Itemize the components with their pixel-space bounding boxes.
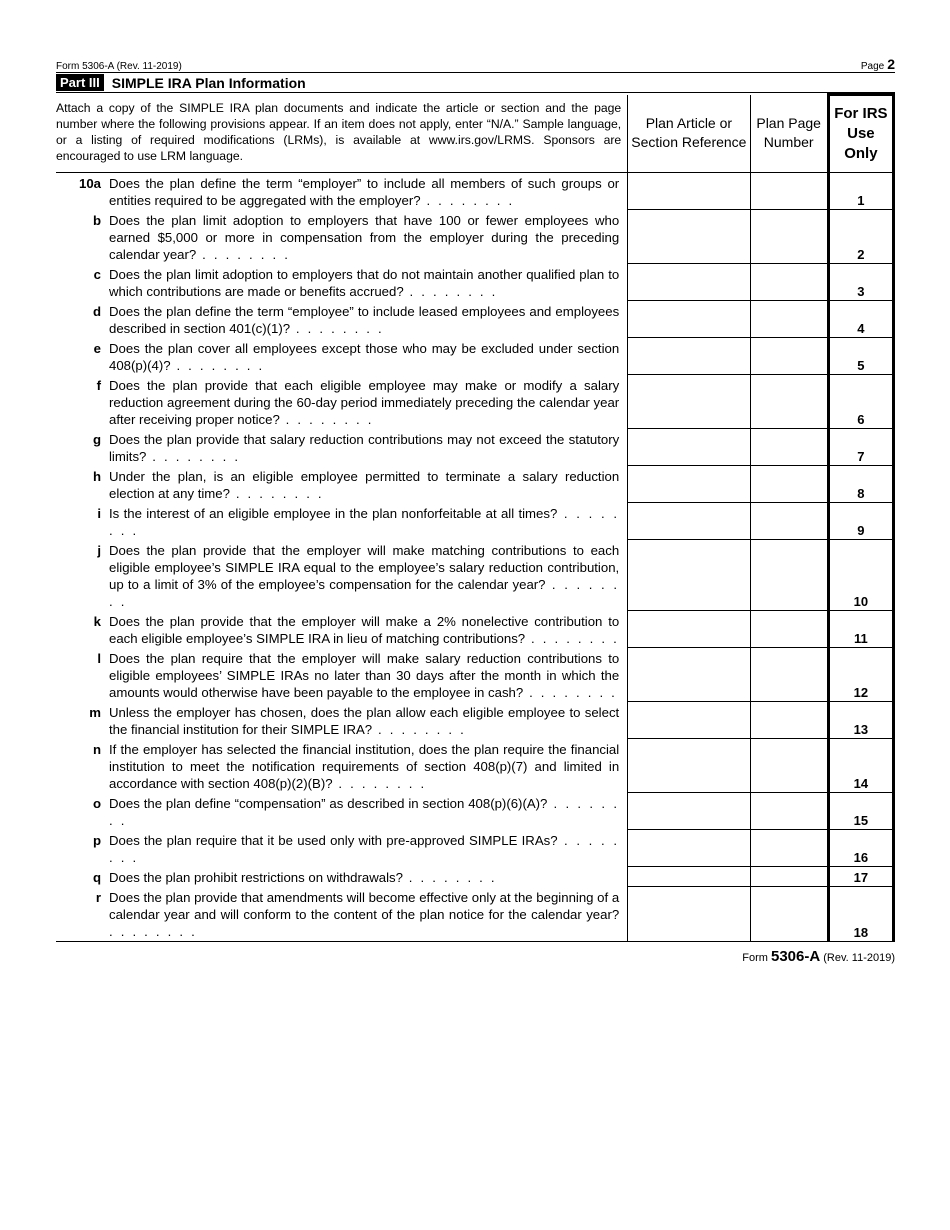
irs-line-number: 13 xyxy=(828,702,893,739)
leader-dots: . . . . . . . . xyxy=(196,246,291,262)
page-number-field[interactable] xyxy=(750,648,828,702)
col-header-article: Plan Article or Section Reference xyxy=(628,95,750,173)
article-reference-field[interactable] xyxy=(628,429,750,466)
page-indicator xyxy=(861,56,895,72)
page-number-field[interactable] xyxy=(750,503,828,540)
question-cell xyxy=(56,793,628,830)
irs-line-number: 1 xyxy=(828,172,893,210)
question-text: Does the plan provide that amendments will become effective only at the beginning of a calendar year and will conform to the content of the plan notice for the calendar year? xyxy=(109,889,620,922)
irs-line-number: 2 xyxy=(828,210,893,264)
question-cell xyxy=(56,867,628,887)
question-text-wrap xyxy=(109,303,619,337)
irs-line-number: 3 xyxy=(828,264,893,301)
intro-text: Attach a copy of the SIMPLE IRA plan documents and indicate the article or section and the page number where the following provisions appear. If an item does not apply, enter “N/A.” Sample language, or a listing of required modifications (LRMs), is available at www.irs.gov/LRMS. Sponsors are encouraged to use LRM language. xyxy=(56,95,628,173)
irs-line-number: 10 xyxy=(828,540,893,611)
question-text: If the employer has selected the financial institution, does the plan require the financial institution to meet the notification requirements of section 408(p)(7) and limited in accordance with section 408(p)(2)(B)? xyxy=(109,741,620,791)
page-number-field[interactable] xyxy=(750,830,828,867)
question-text: Does the plan cover all employees except those who may be excluded under section 408(p)(4)? xyxy=(109,340,620,373)
question-text: Does the plan provide that salary reduction contributions may not exceed the statutory limits? xyxy=(109,431,620,464)
plan-info-table xyxy=(56,93,895,942)
question-wrap xyxy=(56,503,627,540)
question-row xyxy=(56,172,894,210)
question-label: m xyxy=(89,704,101,720)
irs-line-number: 4 xyxy=(828,301,893,338)
question-cell xyxy=(56,210,628,264)
leader-dots: . . . . . . . . xyxy=(109,505,620,538)
question-wrap xyxy=(56,466,627,503)
question-cell xyxy=(56,739,628,793)
leader-dots: . . . . . . . . xyxy=(523,684,618,700)
question-text-wrap xyxy=(109,889,619,940)
question-text-wrap xyxy=(109,704,619,738)
question-label: n xyxy=(92,741,101,757)
page-number-field[interactable] xyxy=(750,887,828,942)
leader-dots: . . . . . . . . xyxy=(372,721,466,737)
question-wrap xyxy=(56,173,627,210)
question-row xyxy=(56,338,894,375)
page-word: Page xyxy=(860,61,885,72)
irs-line-number: 14 xyxy=(828,739,893,793)
question-cell xyxy=(56,830,628,867)
article-reference-field[interactable] xyxy=(628,702,750,739)
form-id: Form 5306-A (Rev. 11-2019) xyxy=(56,61,182,72)
question-text-wrap xyxy=(109,377,619,428)
irs-line-number: 18 xyxy=(828,887,893,942)
leader-dots: . . . . . . . . xyxy=(146,448,241,464)
question-text-wrap xyxy=(109,266,619,300)
irs-line-number: 7 xyxy=(828,429,893,466)
form-topline xyxy=(56,52,895,73)
question-text: Does the plan define “compensation” as described in section 408(p)(6)(A)? xyxy=(109,795,548,811)
page-number-field[interactable] xyxy=(750,210,828,264)
question-cell xyxy=(56,702,628,739)
leader-dots: . . . . . . . . xyxy=(403,283,498,299)
question-text: Does the plan prohibit restrictions on withdrawals? xyxy=(109,869,403,885)
part-label: Part III xyxy=(56,74,104,91)
question-row xyxy=(56,466,894,503)
page-number-field[interactable] xyxy=(750,867,828,887)
question-text: Under the plan, is an eligible employee permitted to terminate a salary reduction election at any time? xyxy=(109,468,620,501)
question-text: Does the plan define the term “employee” to include leased employees and employees described in section 401(c)(1)? xyxy=(109,303,620,336)
question-cell xyxy=(56,503,628,540)
leader-dots: . . . . . . . . xyxy=(109,576,620,609)
page-number-field[interactable] xyxy=(750,264,828,301)
question-row xyxy=(56,429,894,466)
question-label: k xyxy=(93,613,101,629)
page-number-field[interactable] xyxy=(750,466,828,503)
question-label: i xyxy=(97,505,101,521)
article-reference-field[interactable] xyxy=(628,793,750,830)
article-reference-field[interactable] xyxy=(628,503,750,540)
question-text: Is the interest of an eligible employee in the plan nonforfeitable at all times? xyxy=(109,505,558,521)
question-wrap xyxy=(56,702,627,739)
footer-form-word: Form xyxy=(742,951,768,964)
question-text: Does the plan provide that the employer will make matching contributions to each eligible employee’s SIMPLE IRA equal to the employee’s salary reduction contribution, up to a limit of 3% of the employee’s compensation for the calendar year? xyxy=(109,542,620,592)
question-row xyxy=(56,793,894,830)
question-row xyxy=(56,301,894,338)
irs-line-number: 8 xyxy=(828,466,893,503)
question-row xyxy=(56,648,894,702)
question-wrap xyxy=(56,793,627,830)
page-number-field[interactable] xyxy=(750,611,828,648)
question-text: Does the plan define the term “employer” to include all members of such groups or entities required to be aggregated with the employer? xyxy=(109,175,620,208)
article-reference-field[interactable] xyxy=(628,466,750,503)
questions-body xyxy=(56,172,894,941)
leader-dots: . . . . . . . . xyxy=(109,832,620,865)
question-label: l xyxy=(97,650,101,666)
article-reference-field[interactable] xyxy=(628,867,750,887)
question-cell xyxy=(56,611,628,648)
question-cell xyxy=(56,540,628,611)
question-label: 10a xyxy=(78,175,101,191)
form-footer xyxy=(56,948,895,965)
question-text: Does the plan provide that the employer will make a 2% nonelective contribution to each eligible employee’s SIMPLE IRA in lieu of matching contributions? xyxy=(109,613,620,646)
question-label: h xyxy=(92,468,101,484)
question-row xyxy=(56,611,894,648)
article-reference-field[interactable] xyxy=(628,540,750,611)
irs-line-number: 9 xyxy=(828,503,893,540)
question-row xyxy=(56,739,894,793)
question-row xyxy=(56,264,894,301)
page-number-field[interactable] xyxy=(750,338,828,375)
question-label: g xyxy=(92,431,101,447)
question-text: Does the plan require that the employer will make salary reduction contributions to eligible employees’ SIMPLE IRAs no later than 30 days after the month in which the amounts would otherwise have been payable to the employee in cash? xyxy=(109,650,620,700)
table-header-row xyxy=(56,95,894,173)
irs-line-number: 12 xyxy=(828,648,893,702)
question-wrap xyxy=(56,648,627,702)
leader-dots: . . . . . . . . xyxy=(109,923,197,939)
form-page xyxy=(56,52,895,965)
question-wrap xyxy=(56,611,627,648)
question-text-wrap xyxy=(109,212,619,263)
question-label: e xyxy=(93,340,101,356)
question-wrap xyxy=(56,887,627,941)
question-row xyxy=(56,540,894,611)
page-number-field[interactable] xyxy=(750,429,828,466)
article-reference-field[interactable] xyxy=(628,210,750,264)
part-title: SIMPLE IRA Plan Information xyxy=(111,74,306,91)
question-row xyxy=(56,887,894,942)
question-text-wrap xyxy=(109,613,619,647)
irs-line-number: 6 xyxy=(828,375,893,429)
part-header xyxy=(56,73,895,93)
question-text: Unless the employer has chosen, does the plan allow each eligible employee to select the financial institution for their SIMPLE IRA? xyxy=(109,704,620,737)
page-number-field[interactable] xyxy=(750,793,828,830)
question-label: p xyxy=(92,832,101,848)
article-reference-field[interactable] xyxy=(628,830,750,867)
question-text-wrap xyxy=(109,542,619,610)
leader-dots: . . . . . . . . xyxy=(279,411,374,427)
article-reference-field[interactable] xyxy=(628,648,750,702)
question-row xyxy=(56,830,894,867)
article-reference-field[interactable] xyxy=(628,301,750,338)
leader-dots: . . . . . . . . xyxy=(402,869,497,885)
question-text-wrap xyxy=(109,832,619,866)
article-reference-field[interactable] xyxy=(628,172,750,210)
question-text-wrap xyxy=(109,431,619,465)
irs-line-number: 15 xyxy=(828,793,893,830)
leader-dots: . . . . . . . . xyxy=(332,775,427,791)
question-cell xyxy=(56,375,628,429)
question-cell xyxy=(56,301,628,338)
question-cell xyxy=(56,264,628,301)
question-cell xyxy=(56,172,628,210)
question-wrap xyxy=(56,301,627,338)
question-label: j xyxy=(97,542,101,558)
question-label: b xyxy=(92,212,101,228)
question-cell xyxy=(56,466,628,503)
article-reference-field[interactable] xyxy=(628,264,750,301)
question-row xyxy=(56,375,894,429)
question-cell xyxy=(56,887,628,942)
question-wrap xyxy=(56,429,627,466)
question-text-wrap xyxy=(109,505,619,539)
leader-dots: . . . . . . . . xyxy=(290,320,384,336)
leader-dots: . . . . . . . . xyxy=(170,357,265,373)
question-wrap xyxy=(56,867,627,887)
question-cell xyxy=(56,648,628,702)
question-wrap xyxy=(56,210,627,264)
question-label: o xyxy=(92,795,101,811)
leader-dots: . . . . . . . . xyxy=(229,485,324,501)
question-wrap xyxy=(56,830,627,867)
footer-form-number: 5306-A xyxy=(770,947,821,965)
article-reference-field[interactable] xyxy=(628,739,750,793)
question-text-wrap xyxy=(109,175,619,209)
question-text: Does the plan require that it be used only with pre-approved SIMPLE IRAs? xyxy=(109,832,558,848)
question-label: r xyxy=(95,889,101,905)
question-text-wrap xyxy=(109,869,619,886)
question-row xyxy=(56,210,894,264)
leader-dots: . . . . . . . . xyxy=(420,192,515,208)
question-label: c xyxy=(93,266,101,282)
question-cell xyxy=(56,338,628,375)
question-text-wrap xyxy=(109,795,619,829)
question-label: f xyxy=(96,377,101,393)
leader-dots: . . . . . . . . xyxy=(525,630,619,646)
question-text: Does the plan provide that each eligible employee may make or modify a salary reduction agreement during the 60-day period immediately preceding the calendar year after receiving proper notice? xyxy=(109,377,620,427)
question-wrap xyxy=(56,264,627,301)
question-text: Does the plan limit adoption to employers that have 100 or fewer employees who earned $5,000 or more in compensation from the employer during the preceding calendar year? xyxy=(109,212,620,262)
page-number-field[interactable] xyxy=(750,172,828,210)
footer-rev: (Rev. 11-2019) xyxy=(823,951,895,964)
col-header-page: Plan Page Number xyxy=(750,95,828,173)
question-wrap xyxy=(56,540,627,611)
article-reference-field[interactable] xyxy=(628,375,750,429)
question-wrap xyxy=(56,739,627,793)
col-header-irs: For IRS Use Only xyxy=(828,95,893,173)
article-reference-field[interactable] xyxy=(628,338,750,375)
page-number-field[interactable] xyxy=(750,739,828,793)
question-wrap xyxy=(56,375,627,429)
question-label: d xyxy=(92,303,101,319)
page-number-field[interactable] xyxy=(750,375,828,429)
question-label: q xyxy=(92,869,101,885)
irs-line-number: 17 xyxy=(828,867,893,887)
question-text-wrap xyxy=(109,468,619,502)
page-number-field[interactable] xyxy=(750,540,828,611)
question-text-wrap xyxy=(109,650,619,701)
leader-dots: . . . . . . . . xyxy=(109,795,620,828)
question-row xyxy=(56,503,894,540)
question-text-wrap xyxy=(109,741,619,792)
page-number-field[interactable] xyxy=(750,702,828,739)
irs-line-number: 16 xyxy=(828,830,893,867)
irs-line-number: 11 xyxy=(828,611,893,648)
article-reference-field[interactable] xyxy=(628,611,750,648)
article-reference-field[interactable] xyxy=(628,887,750,942)
page-number: 2 xyxy=(887,56,895,72)
question-cell xyxy=(56,429,628,466)
page-number-field[interactable] xyxy=(750,301,828,338)
question-text-wrap xyxy=(109,340,619,374)
question-wrap xyxy=(56,338,627,375)
question-row xyxy=(56,867,894,887)
irs-line-number: 5 xyxy=(828,338,893,375)
question-row xyxy=(56,702,894,739)
question-text: Does the plan limit adoption to employers that do not maintain another qualified plan to which contributions are made or benefits accrued? xyxy=(109,266,620,299)
